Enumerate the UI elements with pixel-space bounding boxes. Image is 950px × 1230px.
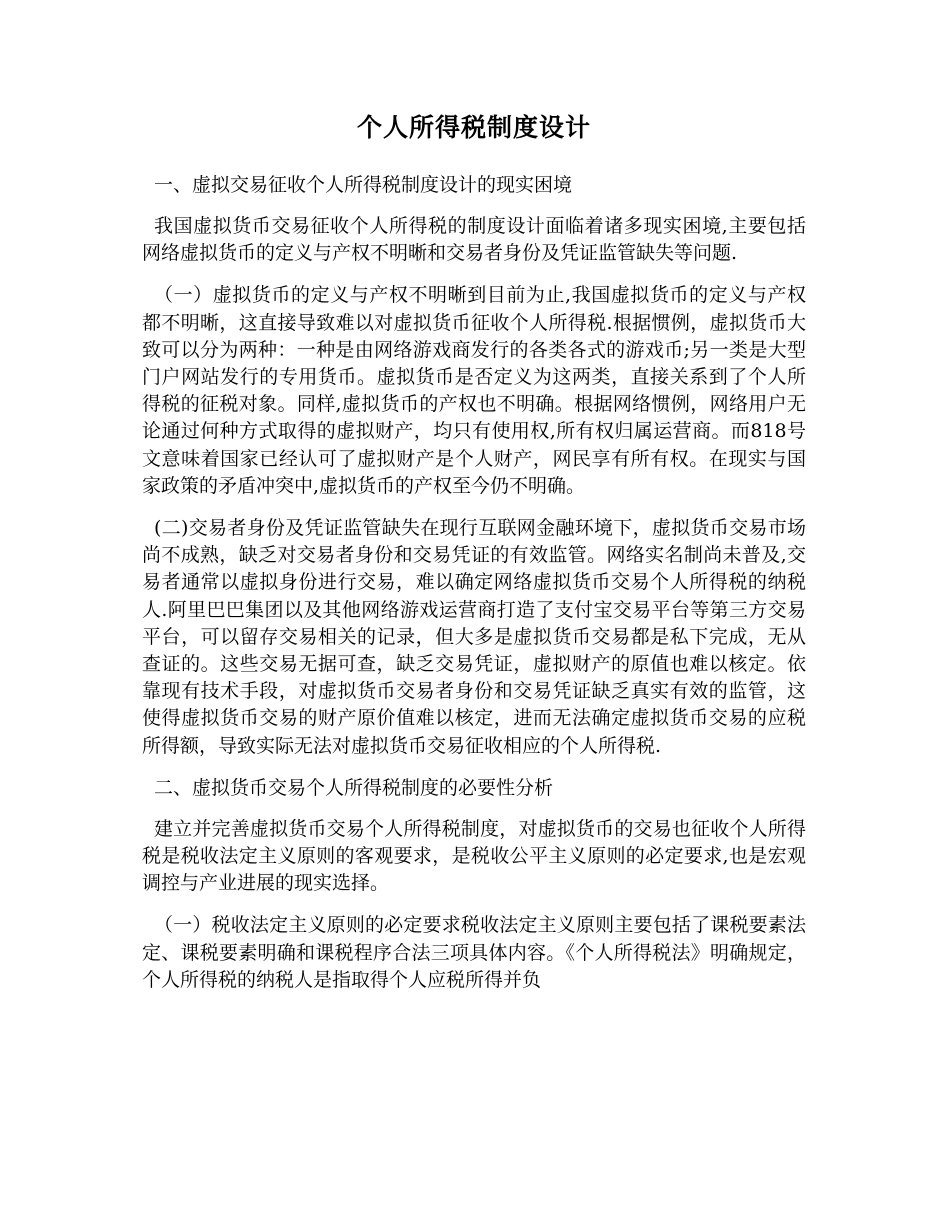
paragraph-necessity-intro: 建立并完善虚拟货币交易个人所得税制度，对虚拟货币的交易也征收个人所得税是税收法定主义原则的客观要求，是税收公平主义原则的必定要求,也是宏观调控与产业进展的现实选择。 xyxy=(142,817,806,895)
paragraph-definition-property: （一）虚拟货币的定义与产权不明晰到目前为止,我国虚拟货币的定义与产权都不明晰，这直接导致难以对虚拟货币征收个人所得税.根据惯例，虚拟货币大致可以分为两种：一种是由网络游戏商发行的各类各式的游戏币;另一类是大型门户网站发行的专用货币。虚拟货币是否定义为这两类，直接关系到了个人所得税的征税对象。同样,虚拟货币的产权也不明确。根据网络惯例，网络用户无论通过何种方式取得的虚拟财产，均只有使用权,所有权归属运营商。而818号文意味着国家已经认可了虚拟财产是个人财产，网民享有所有权。在现实与国家政策的矛盾冲突中,虚拟货币的产权至今仍不明确。 xyxy=(142,284,806,497)
document-title: 个人所得税制度设计 xyxy=(356,113,591,142)
paragraph-identity-supervision: (二)交易者身份及凭证监管缺失在现行互联网金融环境下，虚拟货币交易市场尚不成熟，缺乏对交易者身份和交易凭证的有效监管。网络实名制尚未普及,交易者通常以虚拟身份进行交易，难以确定网络虚拟货币交易个人所得税的纳税人.阿里巴巴集团以及其他网络游戏运营商打造了支付宝交易平台等第三方交易平台，可以留存交易相关的记录，但大多是虚拟货币交易都是私下完成，无从查证的。这些交易无据可查，缺乏交易凭证，虚拟财产的原值也难以核定。依靠现有技术手段，对虚拟货币交易者身份和交易凭证缺乏真实有效的监管，这使得虚拟货币交易的财产原价值难以核定，进而无法确定虚拟货币交易的应税所得额，导致实际无法对虚拟货币交易征收相应的个人所得税. xyxy=(142,517,806,757)
section-heading-1: 一、虚拟交易征收个人所得税制度设计的现实困境 xyxy=(154,174,573,196)
document-body xyxy=(142,112,806,1009)
paragraph-intro: 我国虚拟货币交易征收个人所得税的制度设计面临着诸多现实困境,主要包括网络虚拟货币的定义与产权不明晰和交易者身份及凭证监管缺失等问题. xyxy=(142,215,806,265)
paragraph-tax-legality: （一）税收法定主义原则的必定要求税收法定主义原则主要包括了课税要素法定、课税要素明确和课税程序合法三项具体内容。《个人所得税法》明确规定，个人所得税的纳税人是指取得个人应税所得并负 xyxy=(142,914,806,991)
section-heading-2: 二、虚拟货币交易个人所得税制度的必要性分析 xyxy=(154,776,554,799)
